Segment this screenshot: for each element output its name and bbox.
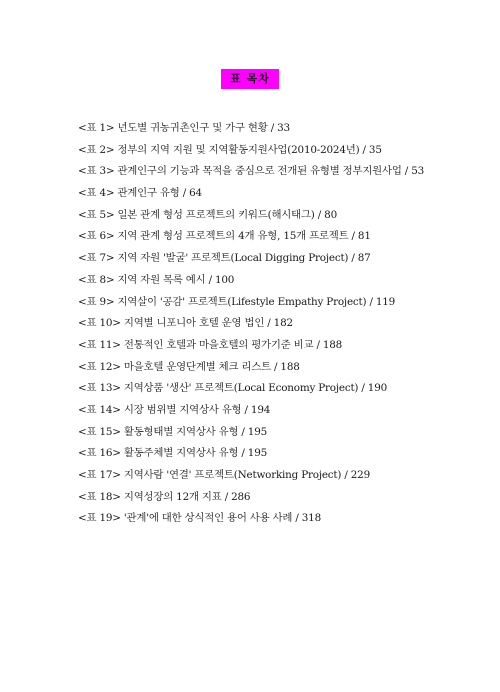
toc-entry-11: <표 11> 전통적인 호텔과 마을호텔의 평가기준 비교 / 188 bbox=[78, 338, 343, 351]
toc-entry-12: <표 12> 마을호텔 운영단계별 체크 리스트 / 188 bbox=[78, 360, 300, 373]
toc-entry-7: <표 7> 지역 자원 '발굴' 프로젝트(Local Digging Project) / 87 bbox=[78, 252, 371, 265]
toc-entry-8: <표 8> 지역 자원 목록 예시 / 100 bbox=[78, 273, 235, 286]
toc-entry-10: <표 10> 지역별 니포니아 호텔 운영 법인 / 182 bbox=[78, 317, 293, 330]
toc-entry-18: <표 18> 지역성장의 12개 지표 / 286 bbox=[78, 490, 251, 503]
toc-entry-17: <표 17> 지역사람 '연결' 프로젝트(Networking Project) / 229 bbox=[78, 469, 370, 481]
toc-entry-15: <표 15> 활동형태별 지역상사 유형 / 195 bbox=[78, 425, 268, 438]
toc-entry-4: <표 4> 관계인구 유형 / 64 bbox=[78, 187, 202, 200]
page-title: 표 목차 bbox=[221, 69, 279, 89]
toc-entry-19: <표 19> '관계'에 대한 상식적인 용어 사용 사례 / 318 bbox=[78, 512, 322, 525]
toc-entry-2: <표 2> 정부의 지역 지원 및 지역활동지원사업(2010-2024년) / 35 bbox=[78, 143, 382, 156]
toc-entry-13: <표 13> 지역상품 '생산' 프로젝트(Local Economy Project) / 190 bbox=[78, 382, 388, 395]
toc-entry-6: <표 6> 지역 관계 형성 프로젝트의 4개 유형, 15개 프로젝트 / 81 bbox=[78, 230, 371, 243]
toc-entry-5: <표 5> 일본 관계 형성 프로젝트의 키워드(해시태그) / 80 bbox=[78, 208, 337, 221]
toc-entry-9: <표 9> 지역살이 '공감' 프로젝트(Lifestyle Empathy Project) / 119 bbox=[78, 295, 396, 308]
toc-entry-3: <표 3> 관계인구의 기능과 목적을 중심으로 전개된 유형별 정부지원사업 / 53 bbox=[78, 165, 425, 178]
table-of-contents-list bbox=[78, 118, 488, 530]
toc-entry-1: <표 1> 년도별 귀농귀촌인구 및 가구 현황 / 33 bbox=[78, 122, 290, 134]
toc-entry-14: <표 14> 시장 범위별 지역상사 유형 / 194 bbox=[78, 403, 271, 416]
toc-entry-16: <표 16> 활동주체별 지역상사 유형 / 195 bbox=[78, 447, 268, 460]
